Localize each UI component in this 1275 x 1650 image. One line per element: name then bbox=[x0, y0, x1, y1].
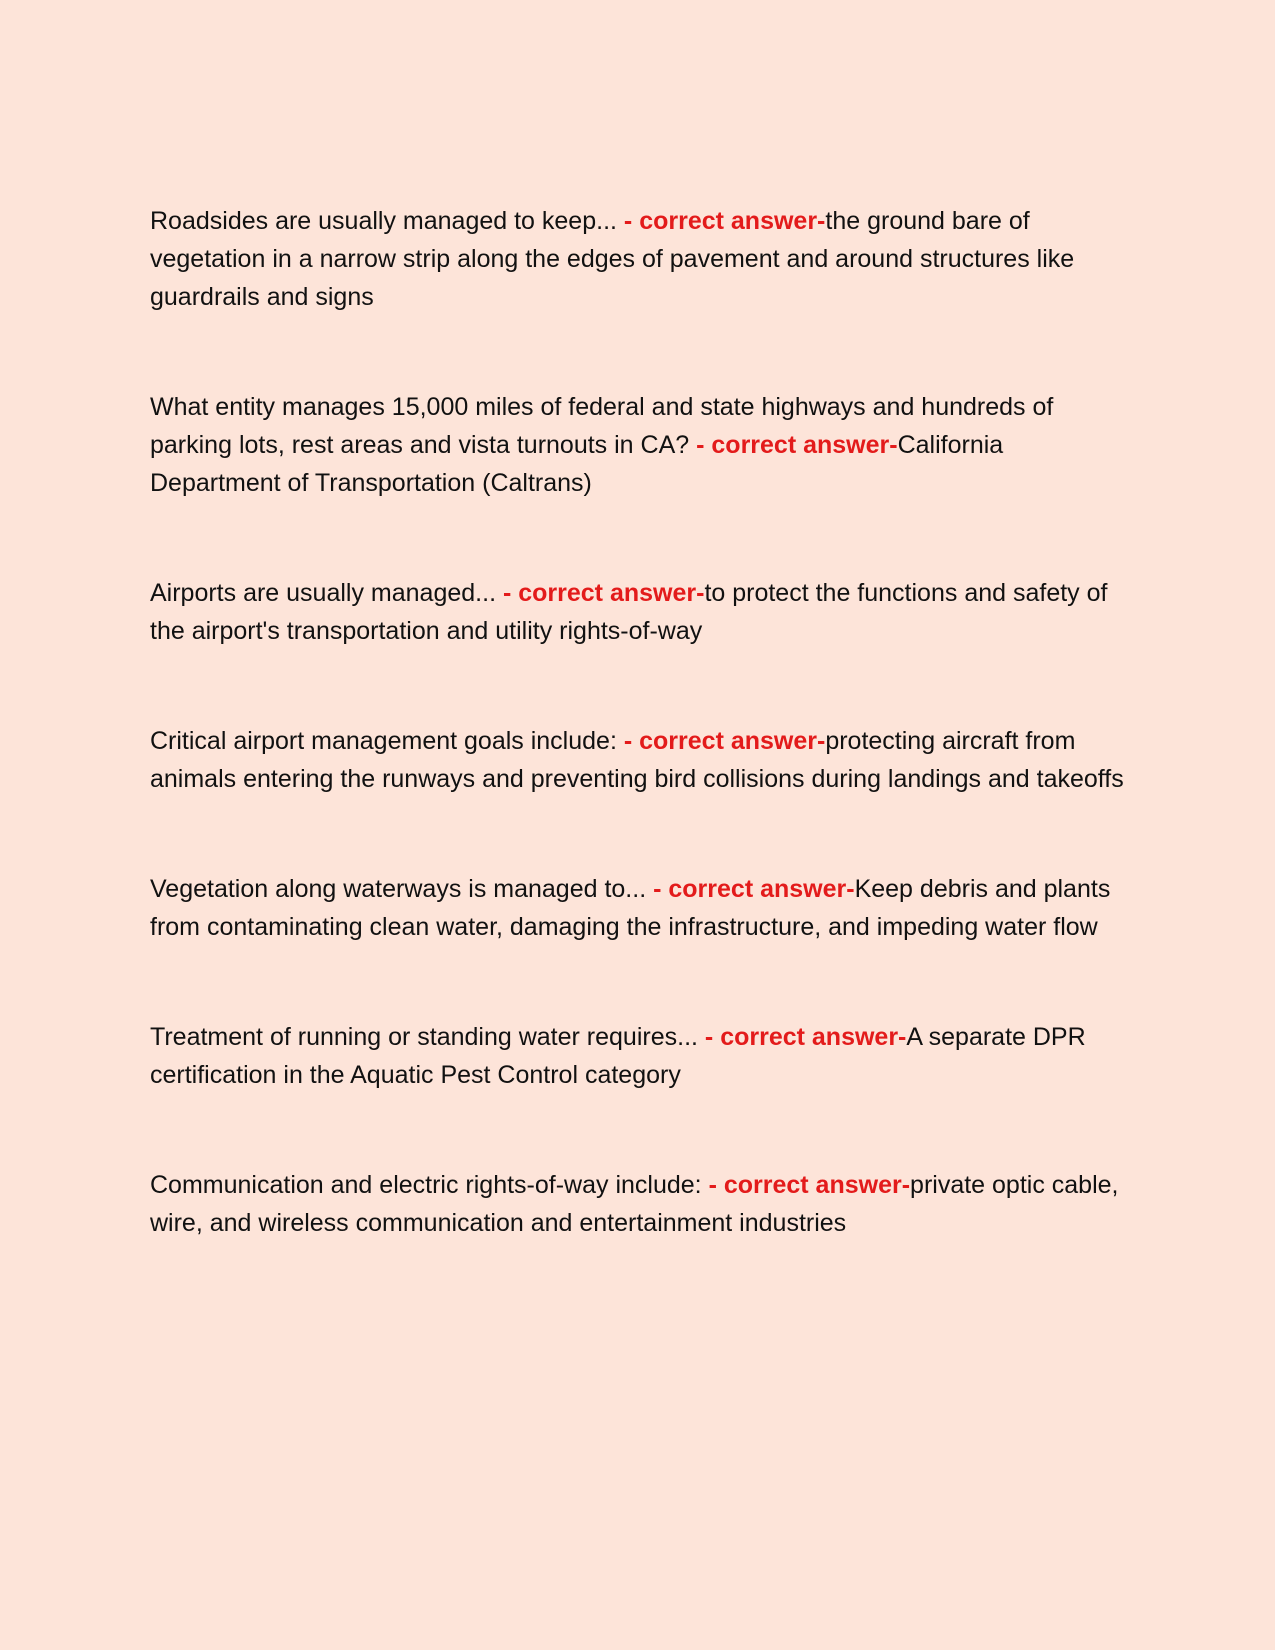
qa-item bbox=[150, 870, 1130, 946]
qa-item bbox=[150, 574, 1130, 650]
question-text: Vegetation along waterways is managed to... bbox=[150, 875, 647, 903]
correct-answer-marker: - correct answer- bbox=[502, 579, 705, 607]
question-text: Roadsides are usually managed to keep... bbox=[150, 207, 617, 235]
question-text: Airports are usually managed... bbox=[150, 579, 497, 607]
correct-answer-marker: - correct answer- bbox=[623, 727, 826, 755]
qa-item bbox=[150, 1166, 1130, 1242]
correct-answer-marker: - correct answer- bbox=[623, 207, 826, 235]
qa-item bbox=[150, 1018, 1130, 1094]
question-text: Communication and electric rights-of-way include: bbox=[150, 1171, 702, 1199]
answer-text: A separate DPR certification in the Aquatic Pest Control category bbox=[150, 1023, 1086, 1089]
question-text: Treatment of running or standing water requires... bbox=[150, 1023, 698, 1051]
correct-answer-marker: - correct answer- bbox=[708, 1171, 911, 1199]
answer-text: to protect the functions and safety of the airport's transportation and utility rights-of-way bbox=[150, 579, 1108, 645]
qa-item bbox=[150, 388, 1130, 502]
correct-answer-marker: - correct answer- bbox=[696, 431, 898, 459]
correct-answer-marker: - correct answer- bbox=[704, 1023, 907, 1051]
document-page bbox=[150, 202, 1130, 1314]
answer-text: the ground bare of vegetation in a narrow strip along the edges of pavement and around structures like guardrails and signs bbox=[150, 207, 1075, 311]
answer-text: California Department of Transportation (Caltrans) bbox=[150, 431, 1004, 497]
qa-item bbox=[150, 722, 1130, 798]
answer-text: private optic cable, wire, and wireless communication and entertainment industries bbox=[150, 1171, 1119, 1237]
question-text: Critical airport management goals include: bbox=[150, 727, 617, 755]
answer-text: protecting aircraft from animals entering the runways and preventing bird collisions during landings and takeoffs bbox=[150, 727, 1124, 793]
answer-text: Keep debris and plants from contaminating clean water, damaging the infrastructure, and impeding water flow bbox=[150, 875, 1111, 941]
qa-item bbox=[150, 202, 1130, 316]
correct-answer-marker: - correct answer- bbox=[653, 875, 855, 903]
question-text: What entity manages 15,000 miles of federal and state highways and hundreds of parking lots, rest areas and vista turnouts in CA? bbox=[150, 393, 1054, 459]
